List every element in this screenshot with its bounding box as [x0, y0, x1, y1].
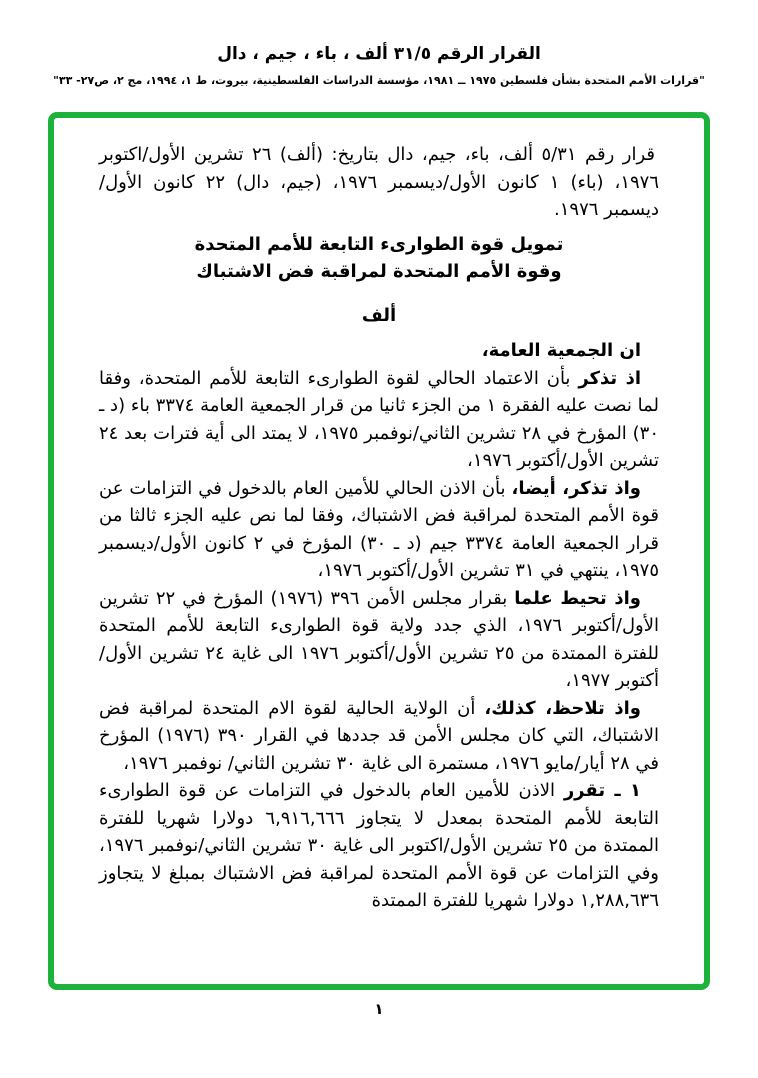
operative-paragraph-1: [99, 777, 659, 915]
paragraph-text: أن الولاية الحالية لقوة الام المتحدة لمراقبة فض الاشتباك، التي كان مجلس الأمن قد جددها في القرار ٣٩٠ (١٩٧٦) المؤرخ في ٢٨ أيار/مايو ١٩٧٦، مستمرة الى غاية ٣٠ تشرين الثاني/ نوفمبر ١٩٧٦،: [99, 697, 659, 774]
paragraph-lead: واذ تلاحظ، كذلك،: [484, 697, 641, 719]
paragraph-text: بأن الاعتماد الحالي لقوة الطوارىء التابعة للأمم المتحدة، وفقا لما نصت عليه الفقرة ١ من الجزء ثانيا من قرار الجمعية العامة ٣٣٧٤ باء (د ـ ٣٠) المؤرخ في ٢٨ تشرين الثاني/نوفمبر ١٩٧٥، لا يمتد الى أية فترات بعد ٢٤ تشرين الأول/أكتوبر ١٩٧٦،: [99, 367, 659, 471]
paragraph-lead: ١ ـ تقرر: [563, 780, 641, 801]
resolution-dates-paragraph: قرار رقم ٥/٣١ ألف، باء، جيم، دال بتاريخ: (ألف) ٢٦ تشرين الأول/اكتوبر ١٩٧٦، (باء) ١ كانون الأول/ديسمبر ١٩٧٦، (جيم، دال) ٢٢ كانون الأول/ديسمبر ١٩٧٦.: [99, 144, 659, 220]
preamble-opening: ان الجمعية العامة،: [481, 340, 641, 361]
preamble-paragraph-2: [99, 475, 659, 585]
page-number: ١: [374, 1000, 384, 1018]
preamble-paragraph-3: [99, 585, 659, 695]
preamble-paragraph-4: [99, 695, 659, 778]
green-bordered-document-frame: [48, 112, 710, 990]
paragraph-lead: واذ تذكر، أيضا،: [511, 477, 641, 499]
paragraph-text: بأن الاذن الحالي للأمين العام بالدخول في التزامات عن قوة الأمم المتحدة لمراقبة فض الاشتباك، وفقا لما نص عليه الجزء ثالثا من قرار الجمعية العامة ٣٣٧٤ جيم (د ـ ٣٠) المؤرخ في ٢ كانون الأول/ديسمبر ١٩٧٥، ينتهي في ٣١ تشرين الأول/أكتوبر ١٩٧٦،: [99, 477, 659, 581]
section-label-alef: ألف: [361, 304, 397, 326]
subject-line-1: تمويل قوة الطوارىء التابعة للأمم المتحدة: [194, 233, 564, 255]
subject-heading: [99, 231, 659, 286]
paragraph-text: الاذن للأمين العام بالدخول في التزامات عن قوة الطوارىء التابعة للأمم المتحدة بمعدل لا يتجاوز ٦,٩١٦,٦٦٦ دولارا شهريا للفترة الممتدة من ٢٥ تشرين الأول/اكتوبر الى غاية ٣٠ تشرين الثاني/نوفمبر ١٩٧٦، وفي التزامات عن قوة الأمم المتحدة لمراقبة فض الاشتباك بمبلغ لا يتجاوز ١,٢٨٨,٦٣٦ دولارا شهريا للفترة الممتدة: [99, 780, 659, 911]
paragraph-lead: واذ تحيط علما: [514, 587, 641, 609]
page-header: [0, 0, 758, 87]
paragraph-lead: اذ تذكر: [578, 367, 642, 389]
subject-line-2: وقوة الأمم المتحدة لمراقبة فض الاشتباك: [196, 261, 562, 282]
paragraph-text: بقرار مجلس الأمن ٣٩٦ (١٩٧٦) المؤرخ في ٢٢ تشرين الأول/أكتوبر ١٩٧٦، الذي جدد ولاية قوة الطوارىء التابعة للأمم المتحدة للفترة الممتدة من ٢٥ تشرين الأول/أكتوبر ١٩٧٦ الى غاية ٢٤ تشرين الأول/أكتوبر ١٩٧٧،: [99, 587, 659, 691]
preamble-paragraph-1: [99, 365, 659, 475]
source-citation: "قرارات الأمم المتحدة بشأن فلسطين ١٩٧٥ ــ ١٩٨١، مؤسسة الدراسات الفلسطينية، بيروت، ط ١، ١٩٩٤، مج ٢، ص٢٧- ٣٣": [53, 74, 705, 87]
resolution-title: القرار الرقم ٣١/٥ ألف ، باء ، جيم ، دال: [217, 44, 541, 64]
